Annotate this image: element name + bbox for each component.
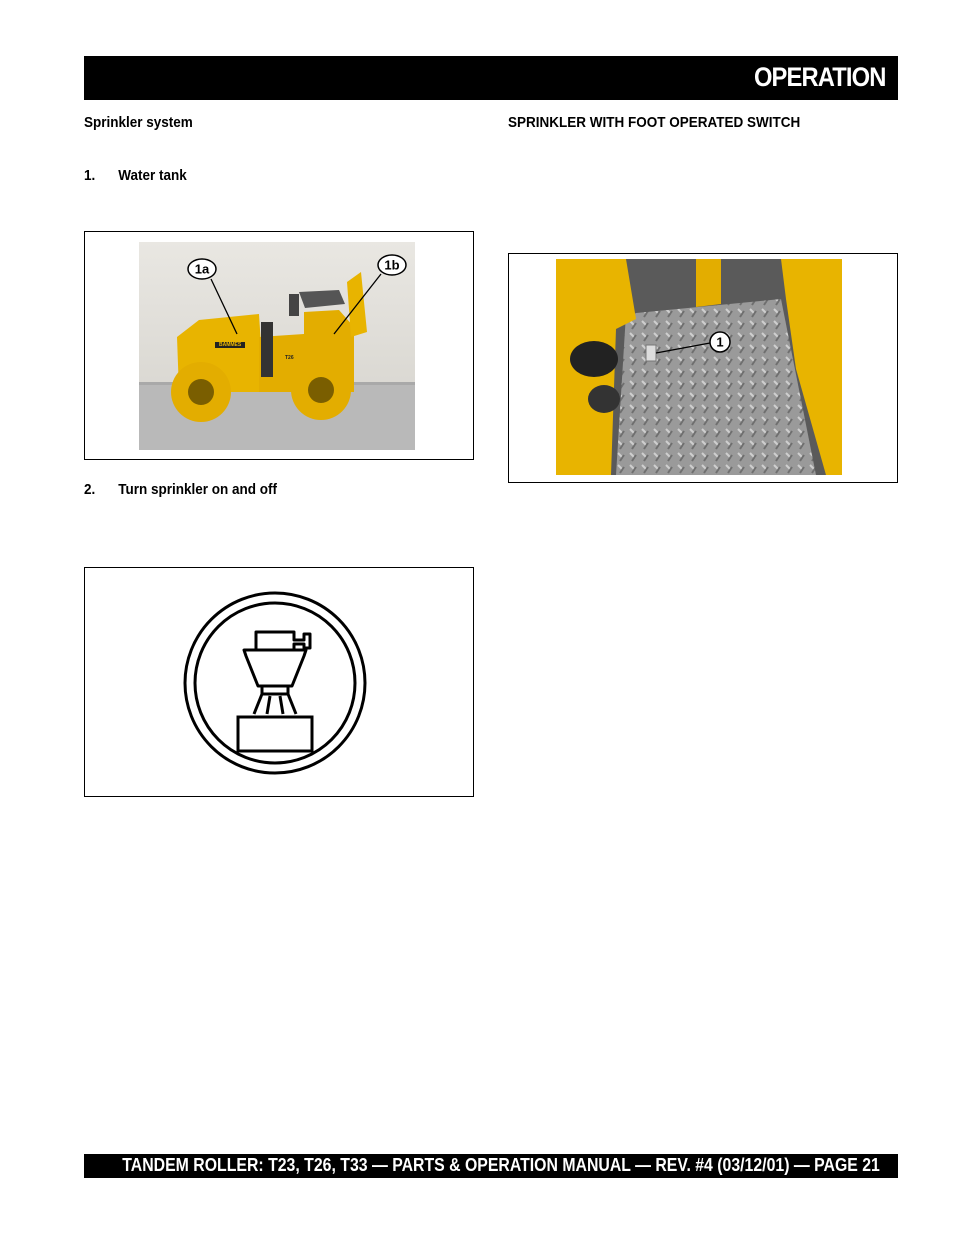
figure-sprinkler-symbol [84, 567, 474, 797]
callout-1b-label: 1b [384, 257, 400, 273]
item-water-tank [84, 167, 187, 184]
footer-text: TANDEM ROLLER: T23, T26, T33 — PARTS & OPERATION MANUAL — REV. #4 (03/12/01) — PAGE 21 [122, 1155, 880, 1175]
roller-photo [139, 242, 415, 450]
callout-1-label: 1 [716, 334, 724, 350]
figure-foot-switch [508, 253, 898, 483]
header-bar [84, 56, 898, 100]
footer-bar [84, 1154, 898, 1178]
figure-roller-water-tank [84, 231, 474, 460]
callout-1a-label: 1a [194, 261, 210, 277]
section-title-sprinkler-system: Sprinkler system [84, 114, 193, 131]
roller-brand-text: BAMMES [219, 342, 242, 348]
item-turn-sprinkler [84, 481, 277, 498]
roller-model-text: T26 [285, 355, 294, 361]
item-number: 1. [84, 167, 96, 184]
section-title-foot-switch: SPRINKLER WITH FOOT OPERATED SWITCH [508, 114, 801, 131]
foot-switch-photo [556, 259, 842, 475]
item-number: 2. [84, 481, 96, 498]
page-title: OPERATION [754, 62, 886, 92]
item-text: Turn sprinkler on and off [118, 481, 277, 498]
item-text: Water tank [118, 167, 187, 184]
sprinkler-symbol-icon [182, 590, 368, 776]
